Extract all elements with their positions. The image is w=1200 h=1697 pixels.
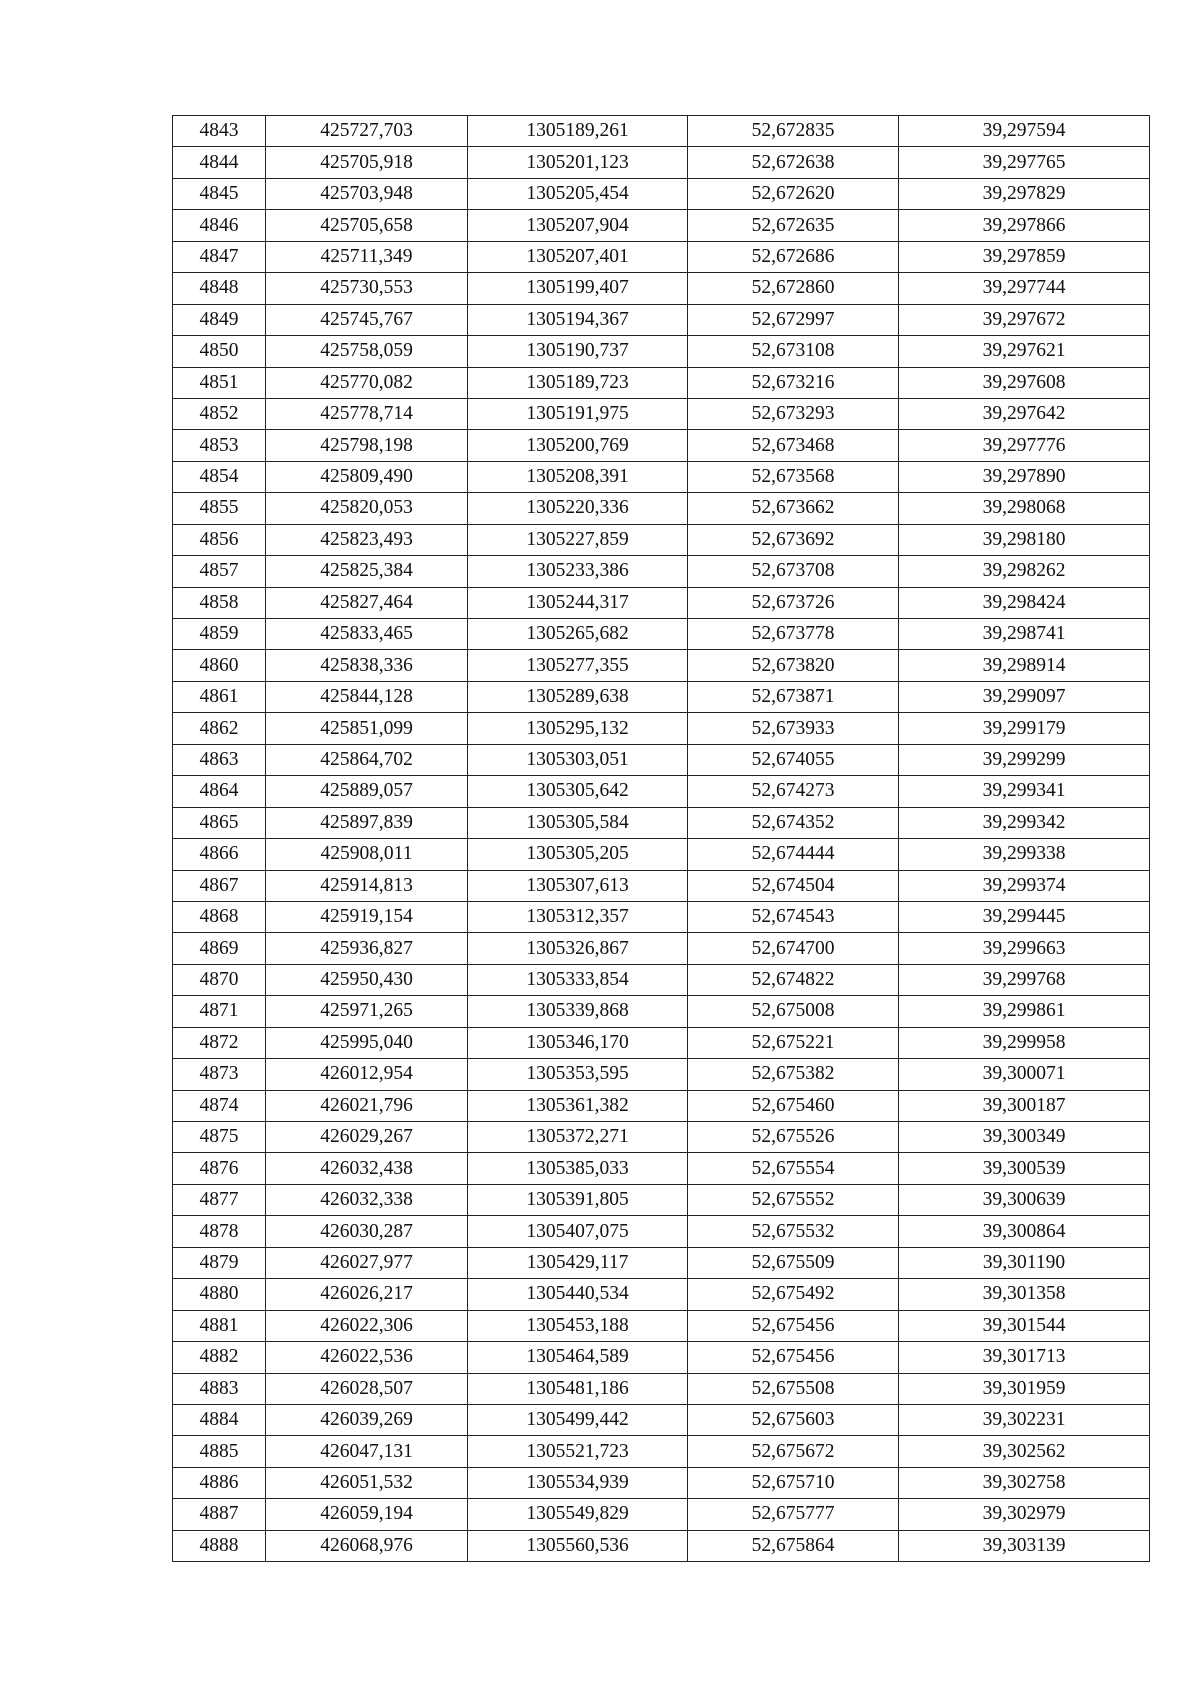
longitude-cell: 39,298068 — [899, 493, 1150, 524]
x-coordinate-cell: 426022,536 — [266, 1342, 468, 1373]
x-coordinate-cell: 425778,714 — [266, 398, 468, 429]
longitude-cell: 39,297829 — [899, 178, 1150, 209]
table-row — [173, 1467, 1150, 1498]
x-coordinate-cell: 426032,438 — [266, 1153, 468, 1184]
latitude-cell: 52,673662 — [688, 493, 899, 524]
point-number-cell: 4882 — [173, 1342, 266, 1373]
latitude-cell: 52,673933 — [688, 713, 899, 744]
point-number-cell: 4847 — [173, 241, 266, 272]
y-coordinate-cell: 1305372,271 — [468, 1122, 688, 1153]
longitude-cell: 39,300539 — [899, 1153, 1150, 1184]
latitude-cell: 52,672860 — [688, 273, 899, 304]
table-row — [173, 776, 1150, 807]
table-row — [173, 1342, 1150, 1373]
latitude-cell: 52,675526 — [688, 1122, 899, 1153]
x-coordinate-cell: 425705,918 — [266, 147, 468, 178]
y-coordinate-cell: 1305205,454 — [468, 178, 688, 209]
longitude-cell: 39,299374 — [899, 870, 1150, 901]
y-coordinate-cell: 1305244,317 — [468, 587, 688, 618]
latitude-cell: 52,673778 — [688, 619, 899, 650]
x-coordinate-cell: 425823,493 — [266, 524, 468, 555]
latitude-cell: 52,673708 — [688, 556, 899, 587]
x-coordinate-cell: 425936,827 — [266, 933, 468, 964]
y-coordinate-cell: 1305346,170 — [468, 1027, 688, 1058]
y-coordinate-cell: 1305207,401 — [468, 241, 688, 272]
latitude-cell: 52,673108 — [688, 336, 899, 367]
latitude-cell: 52,675554 — [688, 1153, 899, 1184]
point-number-cell: 4878 — [173, 1216, 266, 1247]
x-coordinate-cell: 425919,154 — [266, 901, 468, 932]
table-row — [173, 933, 1150, 964]
point-number-cell: 4881 — [173, 1310, 266, 1341]
x-coordinate-cell: 425851,099 — [266, 713, 468, 744]
table-row — [173, 713, 1150, 744]
x-coordinate-cell: 425809,490 — [266, 461, 468, 492]
table-row — [173, 901, 1150, 932]
latitude-cell: 52,674273 — [688, 776, 899, 807]
x-coordinate-cell: 425889,057 — [266, 776, 468, 807]
table-row — [173, 964, 1150, 995]
x-coordinate-cell: 426051,532 — [266, 1467, 468, 1498]
y-coordinate-cell: 1305339,868 — [468, 996, 688, 1027]
coordinates-table-body — [173, 116, 1150, 1562]
latitude-cell: 52,674700 — [688, 933, 899, 964]
longitude-cell: 39,301358 — [899, 1279, 1150, 1310]
x-coordinate-cell: 426068,976 — [266, 1530, 468, 1561]
x-coordinate-cell: 425825,384 — [266, 556, 468, 587]
y-coordinate-cell: 1305499,442 — [468, 1404, 688, 1435]
point-number-cell: 4843 — [173, 116, 266, 147]
x-coordinate-cell: 425833,465 — [266, 619, 468, 650]
coordinates-table — [172, 115, 1150, 1562]
table-row — [173, 1530, 1150, 1561]
x-coordinate-cell: 425770,082 — [266, 367, 468, 398]
point-number-cell: 4861 — [173, 681, 266, 712]
latitude-cell: 52,675864 — [688, 1530, 899, 1561]
point-number-cell: 4875 — [173, 1122, 266, 1153]
point-number-cell: 4887 — [173, 1499, 266, 1530]
point-number-cell: 4884 — [173, 1404, 266, 1435]
x-coordinate-cell: 425711,349 — [266, 241, 468, 272]
latitude-cell: 52,675710 — [688, 1467, 899, 1498]
table-row — [173, 870, 1150, 901]
longitude-cell: 39,302231 — [899, 1404, 1150, 1435]
latitude-cell: 52,672635 — [688, 210, 899, 241]
latitude-cell: 52,675221 — [688, 1027, 899, 1058]
x-coordinate-cell: 425908,011 — [266, 839, 468, 870]
longitude-cell: 39,297642 — [899, 398, 1150, 429]
y-coordinate-cell: 1305312,357 — [468, 901, 688, 932]
y-coordinate-cell: 1305194,367 — [468, 304, 688, 335]
y-coordinate-cell: 1305305,205 — [468, 839, 688, 870]
table-row — [173, 1153, 1150, 1184]
point-number-cell: 4852 — [173, 398, 266, 429]
point-number-cell: 4874 — [173, 1090, 266, 1121]
y-coordinate-cell: 1305429,117 — [468, 1247, 688, 1278]
y-coordinate-cell: 1305385,033 — [468, 1153, 688, 1184]
point-number-cell: 4851 — [173, 367, 266, 398]
latitude-cell: 52,673216 — [688, 367, 899, 398]
y-coordinate-cell: 1305220,336 — [468, 493, 688, 524]
y-coordinate-cell: 1305289,638 — [468, 681, 688, 712]
x-coordinate-cell: 426012,954 — [266, 1059, 468, 1090]
x-coordinate-cell: 425864,702 — [266, 744, 468, 775]
table-row — [173, 116, 1150, 147]
latitude-cell: 52,674822 — [688, 964, 899, 995]
point-number-cell: 4877 — [173, 1184, 266, 1215]
point-number-cell: 4868 — [173, 901, 266, 932]
y-coordinate-cell: 1305189,723 — [468, 367, 688, 398]
latitude-cell: 52,674543 — [688, 901, 899, 932]
y-coordinate-cell: 1305453,188 — [468, 1310, 688, 1341]
latitude-cell: 52,675456 — [688, 1310, 899, 1341]
table-row — [173, 839, 1150, 870]
point-number-cell: 4865 — [173, 807, 266, 838]
latitude-cell: 52,675382 — [688, 1059, 899, 1090]
x-coordinate-cell: 426021,796 — [266, 1090, 468, 1121]
table-row — [173, 1404, 1150, 1435]
x-coordinate-cell: 426022,306 — [266, 1310, 468, 1341]
x-coordinate-cell: 426029,267 — [266, 1122, 468, 1153]
latitude-cell: 52,675508 — [688, 1373, 899, 1404]
y-coordinate-cell: 1305227,859 — [468, 524, 688, 555]
latitude-cell: 52,672686 — [688, 241, 899, 272]
y-coordinate-cell: 1305190,737 — [468, 336, 688, 367]
y-coordinate-cell: 1305353,595 — [468, 1059, 688, 1090]
y-coordinate-cell: 1305407,075 — [468, 1216, 688, 1247]
table-row — [173, 619, 1150, 650]
point-number-cell: 4867 — [173, 870, 266, 901]
table-row — [173, 744, 1150, 775]
table-row — [173, 587, 1150, 618]
longitude-cell: 39,297890 — [899, 461, 1150, 492]
longitude-cell: 39,300349 — [899, 1122, 1150, 1153]
longitude-cell: 39,300071 — [899, 1059, 1150, 1090]
x-coordinate-cell: 426026,217 — [266, 1279, 468, 1310]
y-coordinate-cell: 1305361,382 — [468, 1090, 688, 1121]
table-row — [173, 1247, 1150, 1278]
point-number-cell: 4866 — [173, 839, 266, 870]
latitude-cell: 52,675456 — [688, 1342, 899, 1373]
latitude-cell: 52,675509 — [688, 1247, 899, 1278]
latitude-cell: 52,672620 — [688, 178, 899, 209]
point-number-cell: 4860 — [173, 650, 266, 681]
latitude-cell: 52,675777 — [688, 1499, 899, 1530]
table-row — [173, 1059, 1150, 1090]
table-row — [173, 556, 1150, 587]
table-row — [173, 210, 1150, 241]
point-number-cell: 4855 — [173, 493, 266, 524]
point-number-cell: 4854 — [173, 461, 266, 492]
latitude-cell: 52,673468 — [688, 430, 899, 461]
longitude-cell: 39,299861 — [899, 996, 1150, 1027]
point-number-cell: 4873 — [173, 1059, 266, 1090]
x-coordinate-cell: 426047,131 — [266, 1436, 468, 1467]
latitude-cell: 52,673293 — [688, 398, 899, 429]
point-number-cell: 4885 — [173, 1436, 266, 1467]
longitude-cell: 39,298180 — [899, 524, 1150, 555]
longitude-cell: 39,298741 — [899, 619, 1150, 650]
longitude-cell: 39,299445 — [899, 901, 1150, 932]
latitude-cell: 52,675672 — [688, 1436, 899, 1467]
point-number-cell: 4859 — [173, 619, 266, 650]
longitude-cell: 39,299338 — [899, 839, 1150, 870]
y-coordinate-cell: 1305391,805 — [468, 1184, 688, 1215]
y-coordinate-cell: 1305521,723 — [468, 1436, 688, 1467]
table-row — [173, 367, 1150, 398]
table-row — [173, 1279, 1150, 1310]
table-row — [173, 1436, 1150, 1467]
longitude-cell: 39,299958 — [899, 1027, 1150, 1058]
point-number-cell: 4863 — [173, 744, 266, 775]
table-row — [173, 1122, 1150, 1153]
table-row — [173, 178, 1150, 209]
point-number-cell: 4850 — [173, 336, 266, 367]
latitude-cell: 52,672997 — [688, 304, 899, 335]
y-coordinate-cell: 1305295,132 — [468, 713, 688, 744]
table-row — [173, 650, 1150, 681]
longitude-cell: 39,300187 — [899, 1090, 1150, 1121]
latitude-cell: 52,673568 — [688, 461, 899, 492]
point-number-cell: 4871 — [173, 996, 266, 1027]
point-number-cell: 4879 — [173, 1247, 266, 1278]
table-row — [173, 336, 1150, 367]
x-coordinate-cell: 425897,839 — [266, 807, 468, 838]
table-row — [173, 398, 1150, 429]
point-number-cell: 4888 — [173, 1530, 266, 1561]
x-coordinate-cell: 425914,813 — [266, 870, 468, 901]
latitude-cell: 52,675532 — [688, 1216, 899, 1247]
table-row — [173, 461, 1150, 492]
longitude-cell: 39,301190 — [899, 1247, 1150, 1278]
y-coordinate-cell: 1305207,904 — [468, 210, 688, 241]
point-number-cell: 4853 — [173, 430, 266, 461]
y-coordinate-cell: 1305307,613 — [468, 870, 688, 901]
latitude-cell: 52,675603 — [688, 1404, 899, 1435]
table-row — [173, 1373, 1150, 1404]
point-number-cell: 4870 — [173, 964, 266, 995]
x-coordinate-cell: 426059,194 — [266, 1499, 468, 1530]
x-coordinate-cell: 425798,198 — [266, 430, 468, 461]
longitude-cell: 39,299179 — [899, 713, 1150, 744]
point-number-cell: 4849 — [173, 304, 266, 335]
y-coordinate-cell: 1305201,123 — [468, 147, 688, 178]
x-coordinate-cell: 426027,977 — [266, 1247, 468, 1278]
point-number-cell: 4848 — [173, 273, 266, 304]
table-row — [173, 996, 1150, 1027]
x-coordinate-cell: 425995,040 — [266, 1027, 468, 1058]
latitude-cell: 52,675552 — [688, 1184, 899, 1215]
x-coordinate-cell: 425971,265 — [266, 996, 468, 1027]
x-coordinate-cell: 425727,703 — [266, 116, 468, 147]
y-coordinate-cell: 1305326,867 — [468, 933, 688, 964]
longitude-cell: 39,303139 — [899, 1530, 1150, 1561]
x-coordinate-cell: 426039,269 — [266, 1404, 468, 1435]
table-row — [173, 524, 1150, 555]
point-number-cell: 4845 — [173, 178, 266, 209]
point-number-cell: 4864 — [173, 776, 266, 807]
longitude-cell: 39,297744 — [899, 273, 1150, 304]
longitude-cell: 39,299341 — [899, 776, 1150, 807]
y-coordinate-cell: 1305200,769 — [468, 430, 688, 461]
longitude-cell: 39,299342 — [899, 807, 1150, 838]
y-coordinate-cell: 1305481,186 — [468, 1373, 688, 1404]
longitude-cell: 39,302979 — [899, 1499, 1150, 1530]
longitude-cell: 39,299299 — [899, 744, 1150, 775]
longitude-cell: 39,300864 — [899, 1216, 1150, 1247]
point-number-cell: 4872 — [173, 1027, 266, 1058]
point-number-cell: 4883 — [173, 1373, 266, 1404]
latitude-cell: 52,675460 — [688, 1090, 899, 1121]
longitude-cell: 39,297621 — [899, 336, 1150, 367]
longitude-cell: 39,302758 — [899, 1467, 1150, 1498]
longitude-cell: 39,301959 — [899, 1373, 1150, 1404]
point-number-cell: 4856 — [173, 524, 266, 555]
latitude-cell: 52,673820 — [688, 650, 899, 681]
longitude-cell: 39,297594 — [899, 116, 1150, 147]
point-number-cell: 4886 — [173, 1467, 266, 1498]
longitude-cell: 39,298424 — [899, 587, 1150, 618]
y-coordinate-cell: 1305277,355 — [468, 650, 688, 681]
point-number-cell: 4876 — [173, 1153, 266, 1184]
x-coordinate-cell: 426030,287 — [266, 1216, 468, 1247]
x-coordinate-cell: 425838,336 — [266, 650, 468, 681]
table-row — [173, 1184, 1150, 1215]
y-coordinate-cell: 1305440,534 — [468, 1279, 688, 1310]
table-row — [173, 1216, 1150, 1247]
latitude-cell: 52,674352 — [688, 807, 899, 838]
x-coordinate-cell: 425827,464 — [266, 587, 468, 618]
table-row — [173, 1310, 1150, 1341]
y-coordinate-cell: 1305189,261 — [468, 116, 688, 147]
longitude-cell: 39,298262 — [899, 556, 1150, 587]
x-coordinate-cell: 425745,767 — [266, 304, 468, 335]
x-coordinate-cell: 425703,948 — [266, 178, 468, 209]
longitude-cell: 39,299663 — [899, 933, 1150, 964]
table-row — [173, 147, 1150, 178]
y-coordinate-cell: 1305464,589 — [468, 1342, 688, 1373]
latitude-cell: 52,674055 — [688, 744, 899, 775]
latitude-cell: 52,673871 — [688, 681, 899, 712]
x-coordinate-cell: 425820,053 — [266, 493, 468, 524]
longitude-cell: 39,297672 — [899, 304, 1150, 335]
y-coordinate-cell: 1305333,854 — [468, 964, 688, 995]
longitude-cell: 39,301713 — [899, 1342, 1150, 1373]
y-coordinate-cell: 1305534,939 — [468, 1467, 688, 1498]
longitude-cell: 39,298914 — [899, 650, 1150, 681]
point-number-cell: 4880 — [173, 1279, 266, 1310]
table-row — [173, 430, 1150, 461]
y-coordinate-cell: 1305191,975 — [468, 398, 688, 429]
x-coordinate-cell: 426028,507 — [266, 1373, 468, 1404]
table-row — [173, 241, 1150, 272]
longitude-cell: 39,297608 — [899, 367, 1150, 398]
longitude-cell: 39,302562 — [899, 1436, 1150, 1467]
table-row — [173, 304, 1150, 335]
longitude-cell: 39,297776 — [899, 430, 1150, 461]
point-number-cell: 4869 — [173, 933, 266, 964]
x-coordinate-cell: 425758,059 — [266, 336, 468, 367]
x-coordinate-cell: 425705,658 — [266, 210, 468, 241]
point-number-cell: 4862 — [173, 713, 266, 744]
y-coordinate-cell: 1305265,682 — [468, 619, 688, 650]
x-coordinate-cell: 426032,338 — [266, 1184, 468, 1215]
table-row — [173, 273, 1150, 304]
longitude-cell: 39,299768 — [899, 964, 1150, 995]
y-coordinate-cell: 1305208,391 — [468, 461, 688, 492]
longitude-cell: 39,300639 — [899, 1184, 1150, 1215]
latitude-cell: 52,674504 — [688, 870, 899, 901]
latitude-cell: 52,675492 — [688, 1279, 899, 1310]
y-coordinate-cell: 1305305,584 — [468, 807, 688, 838]
latitude-cell: 52,672835 — [688, 116, 899, 147]
point-number-cell: 4858 — [173, 587, 266, 618]
y-coordinate-cell: 1305303,051 — [468, 744, 688, 775]
y-coordinate-cell: 1305305,642 — [468, 776, 688, 807]
y-coordinate-cell: 1305549,829 — [468, 1499, 688, 1530]
latitude-cell: 52,674444 — [688, 839, 899, 870]
x-coordinate-cell: 425844,128 — [266, 681, 468, 712]
table-row — [173, 807, 1150, 838]
x-coordinate-cell: 425950,430 — [266, 964, 468, 995]
table-row — [173, 1027, 1150, 1058]
point-number-cell: 4846 — [173, 210, 266, 241]
longitude-cell: 39,297866 — [899, 210, 1150, 241]
longitude-cell: 39,299097 — [899, 681, 1150, 712]
latitude-cell: 52,673726 — [688, 587, 899, 618]
y-coordinate-cell: 1305199,407 — [468, 273, 688, 304]
longitude-cell: 39,297859 — [899, 241, 1150, 272]
table-row — [173, 1090, 1150, 1121]
point-number-cell: 4844 — [173, 147, 266, 178]
x-coordinate-cell: 425730,553 — [266, 273, 468, 304]
table-row — [173, 493, 1150, 524]
y-coordinate-cell: 1305233,386 — [468, 556, 688, 587]
table-row — [173, 1499, 1150, 1530]
latitude-cell: 52,672638 — [688, 147, 899, 178]
longitude-cell: 39,297765 — [899, 147, 1150, 178]
point-number-cell: 4857 — [173, 556, 266, 587]
table-row — [173, 681, 1150, 712]
latitude-cell: 52,673692 — [688, 524, 899, 555]
longitude-cell: 39,301544 — [899, 1310, 1150, 1341]
y-coordinate-cell: 1305560,536 — [468, 1530, 688, 1561]
latitude-cell: 52,675008 — [688, 996, 899, 1027]
